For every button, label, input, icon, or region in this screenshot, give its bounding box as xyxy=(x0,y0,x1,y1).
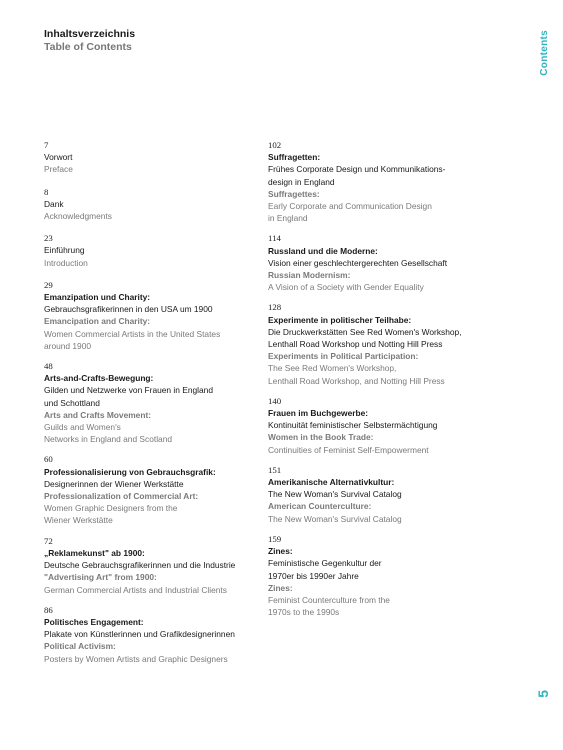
toc-page-number: 102 xyxy=(268,140,282,150)
toc-title-english: Russian Modernism: xyxy=(268,270,351,281)
toc-title-english: Women in the Book Trade: xyxy=(268,432,374,443)
toc-subtitle-german: und Schottland xyxy=(44,397,100,408)
toc-title-german: Russland und die Moderne: xyxy=(268,245,378,256)
toc-title-german: Emanzipation und Charity: xyxy=(44,292,151,303)
toc-entry xyxy=(268,301,528,386)
toc-subtitle-german: Vorwort xyxy=(44,152,73,163)
toc-title-english: Political Activism: xyxy=(44,641,116,652)
toc-subtitle-german: Gilden und Netzwerke von Frauen in England xyxy=(44,385,213,396)
toc-subtitle-german: Deutsche Gebrauchsgrafikerinnen und die Industrie xyxy=(44,560,236,571)
toc-subtitle-german: 1970er bis 1990er Jahre xyxy=(268,570,359,581)
toc-title-english: Arts and Crafts Movement: xyxy=(44,409,152,420)
toc-page-number: 151 xyxy=(268,464,282,475)
toc-entry xyxy=(268,232,528,293)
toc-page-number: 72 xyxy=(44,535,53,546)
toc-subtitle-german: Plakate von Künstlerinnen und Grafikdesignerinnen xyxy=(44,629,235,640)
toc-subtitle-english: Continuities of Feminist Self-Empowerment xyxy=(268,444,429,455)
toc-entry xyxy=(44,232,259,269)
toc-page-number: 128 xyxy=(268,302,282,313)
toc-subtitle-german: Frühes Corporate Design und Kommunikations- xyxy=(268,164,446,175)
toc-subtitle-english: in England xyxy=(268,213,308,224)
toc-subtitle-german: Feministische Gegenkultur der xyxy=(268,558,382,569)
toc-subtitle-english: Acknowledgments xyxy=(44,211,112,222)
toc-title-english: "Advertising Art" from 1900: xyxy=(44,572,157,583)
toc-subtitle-german: Designerinnen der Wiener Werkstätte xyxy=(44,478,184,489)
toc-subtitle-german: Gebrauchsgrafikerinnen in den USA um 1900 xyxy=(44,304,213,315)
toc-subtitle-english: The New Woman's Survival Catalog xyxy=(268,513,402,524)
toc-subtitle-english: Guilds and Women's xyxy=(44,422,121,433)
toc-left-column xyxy=(44,139,259,673)
toc-subtitle-english: A Vision of a Society with Gender Equality xyxy=(268,282,424,293)
toc-page-number: 23 xyxy=(44,233,53,244)
toc-subtitle-english: Lenthall Road Workshop, and Notting Hill Press xyxy=(268,375,445,386)
toc-entry xyxy=(44,186,259,223)
toc-title-english: Experiments in Political Participation: xyxy=(268,351,419,362)
toc-title-english: Professionalization of Commercial Art: xyxy=(44,491,199,502)
toc-entry xyxy=(44,279,259,352)
toc-subtitle-english: Women Graphic Designers from the xyxy=(44,503,178,514)
toc-subtitle-german: design in England xyxy=(268,176,335,187)
toc-subtitle-german: The New Woman's Survival Catalog xyxy=(268,489,402,500)
toc-subtitle-english: Introduction xyxy=(44,257,88,268)
toc-subtitle-english: Women Commercial Artists in the United States xyxy=(44,328,221,339)
toc-page-number: 114 xyxy=(268,233,281,244)
toc-title-german: Politisches Engagement: xyxy=(44,616,144,627)
toc-subtitle-german: Lenthall Road Workshop und Notting Hill Press xyxy=(268,339,443,350)
toc-title-german: Zines: xyxy=(268,546,293,557)
toc-entry xyxy=(268,395,528,456)
toc-page-number: 140 xyxy=(268,395,282,406)
toc-subtitle-english: Feminist Counterculture from the xyxy=(268,594,390,605)
toc-entry xyxy=(44,139,259,176)
toc-subtitle-english: 1970s to the 1990s xyxy=(268,607,340,618)
toc-title-german: Professionalisierung von Gebrauchsgrafik: xyxy=(44,466,216,477)
toc-subtitle-english: Networks in England and Scotland xyxy=(44,434,173,445)
toc-entry xyxy=(268,533,528,618)
toc-subtitle-english: The See Red Women's Workshop, xyxy=(268,363,397,374)
toc-title-german: Arts-and-Crafts-Bewegung: xyxy=(44,373,154,384)
toc-page-number: 159 xyxy=(268,533,282,544)
toc-entry xyxy=(268,464,528,525)
toc-entry xyxy=(44,535,259,596)
toc-title-german: Suffragetten: xyxy=(268,152,321,163)
toc-subtitle-german: Vision einer geschlechtergerechten Gesellschaft xyxy=(268,257,448,268)
toc-page-number: 8 xyxy=(44,186,49,197)
toc-page-number: 48 xyxy=(44,361,53,372)
toc-title-english: Emancipation and Charity: xyxy=(44,316,151,327)
toc-right-column xyxy=(268,139,528,626)
section-side-label: Contents xyxy=(539,30,550,76)
toc-title-english: American Counterculture: xyxy=(268,501,372,512)
toc-page-number: 86 xyxy=(44,604,53,615)
toc-subtitle-english: Preface xyxy=(44,164,73,175)
page-header xyxy=(44,28,135,54)
page-title-english: Table of Contents xyxy=(44,41,132,53)
page-title-german: Inhaltsverzeichnis xyxy=(44,28,136,40)
toc-title-german: Frauen im Buchgewerbe: xyxy=(268,408,369,419)
toc-subtitle-german: Die Druckwerkstätten See Red Women's Workshop, xyxy=(268,326,462,337)
toc-subtitle-english: German Commercial Artists and Industrial Clients xyxy=(44,584,227,595)
toc-entry xyxy=(44,604,259,665)
toc-page-number: 7 xyxy=(44,140,49,150)
toc-page-number: 60 xyxy=(44,454,53,465)
toc-subtitle-english: Wiener Werkstätte xyxy=(44,515,113,526)
toc-entry xyxy=(44,453,259,526)
toc-title-english: Zines: xyxy=(268,582,293,593)
toc-entry xyxy=(268,139,528,224)
toc-subtitle-german: Kontinuität feministischer Selbstermächtigung xyxy=(268,420,438,431)
toc-subtitle-english: Early Corporate and Communication Design xyxy=(268,201,432,212)
toc-title-english: Suffragettes: xyxy=(268,188,320,199)
toc-entry xyxy=(44,360,259,445)
page-number: 5 xyxy=(535,690,551,698)
toc-subtitle-english: Posters by Women Artists and Graphic Designers xyxy=(44,653,228,664)
toc-title-german: Amerikanische Alternativkultur: xyxy=(268,477,395,488)
toc-subtitle-german: Dank xyxy=(44,198,64,209)
toc-subtitle-german: Einführung xyxy=(44,245,85,256)
toc-title-german: Experimente in politischer Teilhabe: xyxy=(268,314,412,325)
toc-title-german: „Reklamekunst" ab 1900: xyxy=(44,547,145,558)
toc-subtitle-english: around 1900 xyxy=(44,340,92,351)
toc-page-number: 29 xyxy=(44,279,53,290)
